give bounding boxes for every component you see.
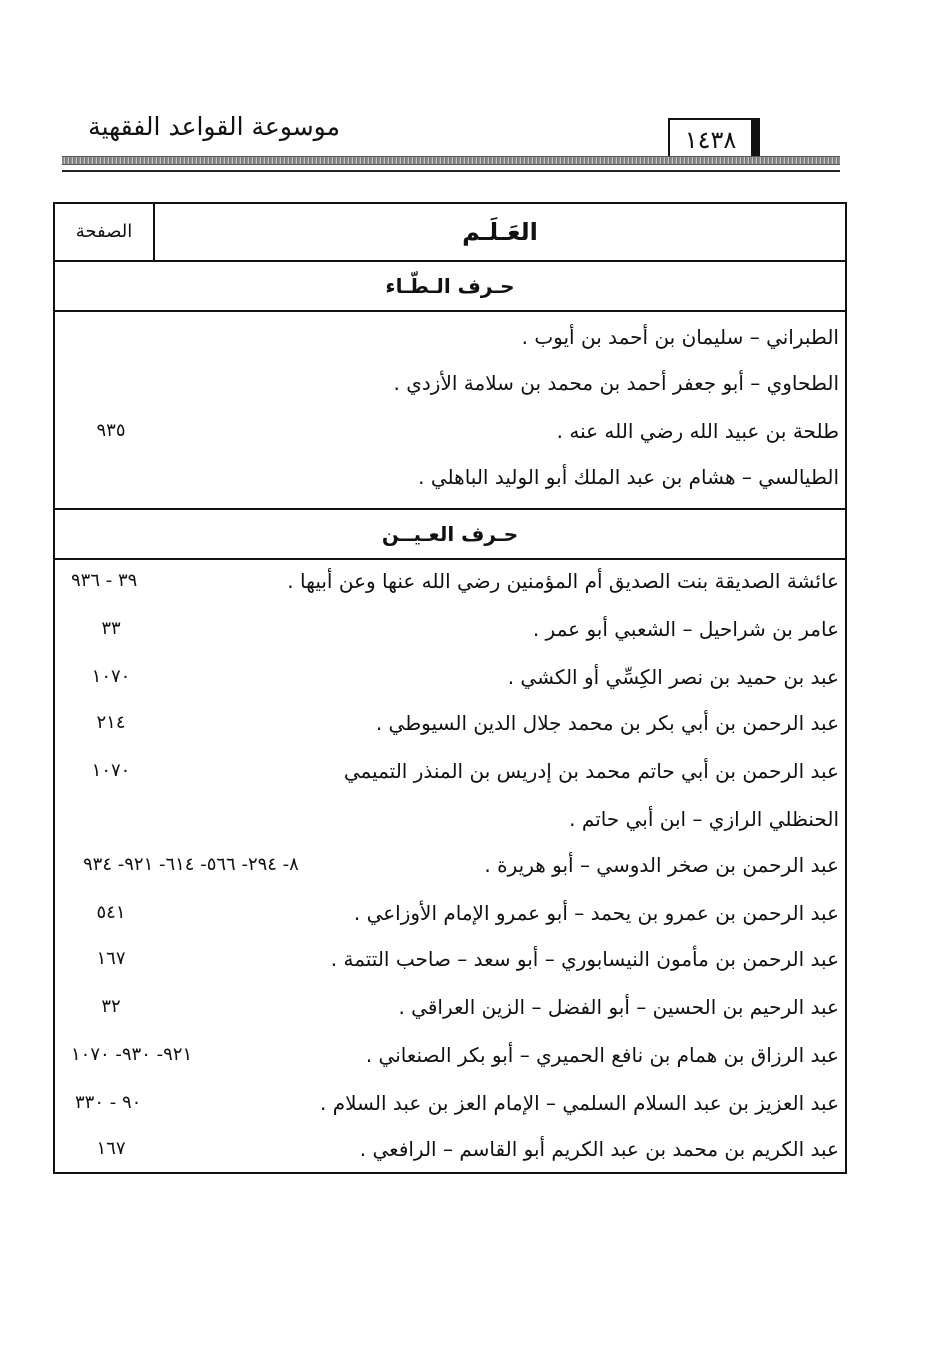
entry-pages: ٢١٤	[96, 712, 126, 733]
entry-name: عبد الرحمن بن عمرو بن يحمد – أبو عمرو الإمام الأوزاعي .	[353, 901, 839, 925]
entry-name: عبد الكريم بن محمد بن عبد الكريم أبو القاسم – الرافعي .	[359, 1137, 839, 1161]
section-title-ain: حـرف العـيــن	[55, 508, 845, 560]
index-table	[53, 202, 847, 1174]
entry-pages	[63, 314, 159, 360]
table-row	[55, 1032, 845, 1078]
table-row	[55, 936, 845, 982]
table-row	[55, 700, 845, 746]
entry-pages: ٩٠ - ٣٣٠	[75, 1092, 142, 1113]
entry-name: عبد الرحمن بن أبي حاتم محمد بن إدريس بن المنذر التميمي	[343, 759, 839, 783]
entry-pages: ٩٣٥	[96, 420, 126, 441]
table-row	[55, 842, 845, 888]
entry-name: عائشة الصديقة بنت الصديق أم المؤمنين رضي الله عنها وعن أبيها .	[287, 569, 839, 593]
table-header	[55, 204, 845, 262]
entry-pages	[63, 796, 159, 842]
entry-pages: ١٦٧	[96, 948, 126, 969]
entry-name: عبد الرحمن بن مأمون النيسابوري – أبو سعد – صاحب التتمة .	[330, 947, 839, 971]
entry-pages: ١٦٧	[96, 1138, 126, 1159]
entry-name: عبد الرحمن بن أبي بكر بن محمد جلال الدين السيوطي .	[375, 711, 839, 735]
table-row	[55, 796, 845, 842]
entry-pages: ٣٣	[101, 618, 121, 639]
entry-name: عبد العزيز بن عبد السلام السلمي – الإمام العز بن عبد السلام .	[319, 1091, 839, 1115]
column-header-page: الصفحة	[75, 221, 133, 242]
table-row	[55, 454, 845, 500]
entry-pages	[63, 454, 159, 500]
entry-pages	[63, 360, 159, 406]
header-rule-band	[62, 156, 840, 165]
entry-name: الحنظلي الرازي – ابن أبي حاتم .	[569, 807, 839, 831]
table-row	[55, 408, 845, 454]
table-row	[55, 558, 845, 604]
section-title-taa: حـرف الـطّـاء	[55, 262, 845, 312]
entry-name: الطيالسي – هشام بن عبد الملك أبو الوليد الباهلي .	[418, 465, 839, 489]
book-title: موسوعة القواعد الفقهية	[88, 112, 340, 141]
table-row	[55, 606, 845, 652]
table-row	[55, 654, 845, 700]
table-row	[55, 314, 845, 360]
entry-name: عبد بن حميد بن نصر الكِسِّي أو الكشي .	[507, 665, 839, 689]
entry-name: عامر بن شراحيل – الشعبي أبو عمر .	[532, 617, 839, 641]
page-header	[0, 0, 932, 180]
table-row	[55, 1080, 845, 1126]
entry-pages: ١٠٧٠	[91, 760, 131, 781]
table-row	[55, 984, 845, 1030]
table-row	[55, 1126, 845, 1172]
entry-name: طلحة بن عبيد الله رضي الله عنه .	[556, 419, 839, 443]
entry-name: الطحاوي – أبو جعفر أحمد بن محمد بن سلامة الأزدي .	[393, 371, 839, 395]
table-row	[55, 748, 845, 794]
entry-pages: ١٠٧٠	[91, 666, 131, 687]
entry-pages: ٣٩ - ٩٣٦	[71, 570, 138, 591]
page-number: ١٤٣٨	[684, 126, 737, 154]
entry-pages: ٩٢١- ٩٣٠- ١٠٧٠	[71, 1044, 193, 1065]
entry-pages: ٥٤١	[96, 902, 126, 923]
entry-name: عبد الرحيم بن الحسين – أبو الفضل – الزين العراقي .	[398, 995, 839, 1019]
table-row	[55, 360, 845, 406]
entry-name: عبد الرحمن بن صخر الدوسي – أبو هريرة .	[484, 853, 839, 877]
entry-name: الطبراني – سليمان بن أحمد بن أيوب .	[521, 325, 839, 349]
header-rule-line	[62, 170, 840, 172]
entry-pages: ٣٢	[101, 996, 121, 1017]
entry-name: عبد الرزاق بن همام بن نافع الحميري – أبو بكر الصنعاني .	[365, 1043, 839, 1067]
column-header-name: العَـلَـم	[153, 204, 845, 260]
entry-pages: ٨- ٢٩٤- ٥٦٦- ٦١٤- ٩٢١- ٩٣٤	[83, 854, 299, 875]
table-row	[55, 890, 845, 936]
